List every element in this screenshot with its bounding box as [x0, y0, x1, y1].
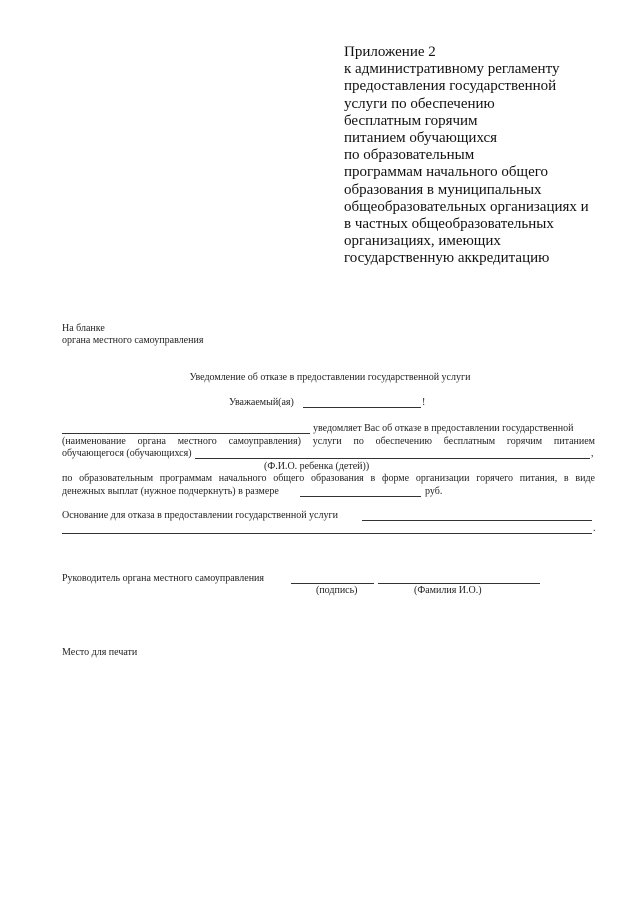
signature-label: Руководитель органа местного самоуправления: [62, 573, 264, 584]
amount-field[interactable]: [300, 496, 421, 497]
currency-label: руб.: [425, 486, 443, 497]
notice-body-5: денежных выплат (нужное подчеркнуть) в размере: [62, 486, 279, 497]
notice-body-2: (наименование органа местного самоуправления) услуги по обеспечению бесплатным горячим питанием: [62, 436, 595, 447]
refusal-basis-field[interactable]: [362, 520, 592, 521]
appendix-line: организациях, имеющих: [344, 233, 501, 250]
fio-caption: (Ф.И.О. ребенка (детей)): [264, 461, 370, 472]
signatory-name-caption: (Фамилия И.О.): [414, 585, 482, 596]
notice-body-3-end: ,: [591, 448, 594, 459]
appendix-line: в частных общеобразовательных: [344, 216, 554, 233]
refusal-basis-field-continued[interactable]: [62, 533, 592, 534]
authority-name-field[interactable]: [62, 433, 310, 434]
greeting-end: !: [422, 397, 426, 408]
signature-caption: (подпись): [316, 585, 358, 596]
refusal-basis-end: .: [593, 523, 596, 534]
notice-body-1: уведомляет Вас об отказе в предоставлении государственной: [313, 423, 574, 434]
appendix-line: программам начального общего: [344, 164, 549, 181]
appendix-line: государственную аккредитацию: [344, 250, 550, 267]
letterhead-line-2: органа местного самоуправления: [62, 335, 204, 346]
signature-field[interactable]: [291, 583, 374, 584]
appendix-line: предоставления государственной: [344, 78, 557, 95]
stamp-place-label: Место для печати: [62, 647, 138, 658]
appendix-line: образования в муниципальных: [344, 181, 542, 198]
child-fio-field[interactable]: [195, 458, 590, 459]
recipient-name-field[interactable]: [303, 407, 421, 408]
appendix-header: [344, 44, 604, 268]
appendix-line: услуги по обеспечению: [344, 95, 495, 112]
notice-body-4: по образовательным программам начального общего образования в форме организации горячего питания, в виде: [62, 473, 595, 484]
appendix-line: питанием обучающихся: [344, 130, 498, 147]
letterhead-line-1: На бланке: [62, 323, 105, 334]
appendix-line: общеобразовательных организациях и: [344, 198, 589, 215]
notice-title: Уведомление об отказе в предоставлении государственной услуги: [189, 372, 471, 383]
notice-body-3: обучающегося (обучающихся): [62, 448, 192, 459]
appendix-line: бесплатным горячим: [344, 112, 478, 129]
refusal-basis-label: Основание для отказа в предоставлении государственной услуги: [62, 510, 338, 521]
appendix-line: Приложение 2: [344, 44, 436, 60]
greeting-label: Уважаемый(ая): [229, 397, 294, 408]
appendix-line: к административному регламенту: [344, 61, 560, 78]
signatory-name-field[interactable]: [378, 583, 540, 584]
appendix-line: по образовательным: [344, 147, 475, 164]
